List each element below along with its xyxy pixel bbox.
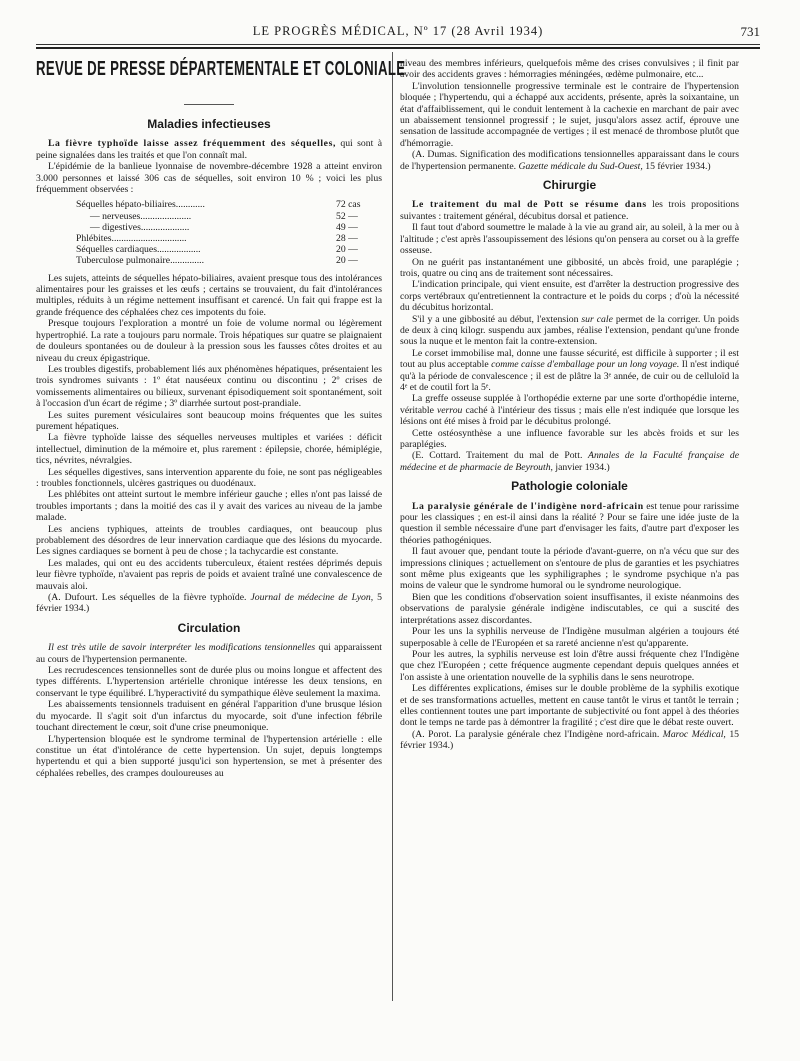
paragraph: Presque toujours l'exploration a montré un foie de volume normal ou légèrement hypertrophié. La rate a toujours paru normale. Trois hépatiques sur quatre se plaignaient de douleurs spontanées ou de douleur à la pression sous les fausses côtes droites et au niveau du creux épigastrique. [36, 318, 382, 364]
heading-circulation: Circulation [177, 620, 241, 635]
reference-date: 15 février 1934.) [642, 160, 711, 172]
paragraph-text: La greffe osseuse supplée à l'orthopédie externe par une sorte d'orthopédie interne, véritable [400, 393, 739, 416]
paragraph: Les phlébites ont atteint surtout le membre inférieur gauche ; elles n'ont pas laissé de troubles importants ; dans la moitié des cas il y avait des varices au niveau de la jambe malade. [36, 489, 382, 524]
reference [36, 592, 382, 615]
sequelles-table [76, 199, 360, 266]
page-number: 731 [740, 24, 760, 39]
lead-phrase: Le traitement du mal de Pott se résume dans [412, 199, 647, 211]
paragraph [36, 642, 382, 665]
paragraph: niveau des membres inférieurs, quelquefois même des crises convulsives ; il finit par avoir des accidents graves : hémorragies méningées, œdème pulmonaire, etc... [400, 58, 739, 81]
paragraph-text: permet de la corriger. Un poids de deux à cinq kilogr. suspendu aux jambes, réalise l'extension, pendant qu'une fronde sous la nuque et le menton fait la contre-extension. [400, 313, 739, 348]
paragraph: La fièvre typhoïde laisse des séquelles nerveuses multiples et variées : déficit intellectuel, diminution de la mémoire et, plus rarement : épilepsie, chorée, hémiplégie, tics, névrites, névralgies. [36, 432, 382, 467]
row-value: 20 — [336, 244, 358, 256]
reference [400, 149, 739, 172]
paragraph: L'indication principale, qui vient ensuite, est d'arrêter la destruction progressive des corps vertébraux qu'entretiennent la contracture et le poids du corps ; d'où la nécessité du décubitus horizontal. [400, 279, 739, 314]
header-rule [36, 44, 760, 45]
table-row [76, 244, 360, 255]
paragraph: L'hypertension bloquée est le syndrome terminal de l'hypertension artérielle : elle constitue un état d'intolérance de cette hypertension. Un sujet, depuis longtemps hypertendu et qui a bien supporté jusqu'ici son hypertension, se met à présenter des céphalées rebelles, des crampes douloureuses au [36, 733, 382, 779]
journal-name: Maroc Médical, [662, 728, 726, 740]
running-title: LE PROGRÈS MÉDICAL, Nº 17 (28 Avril 1934) [252, 24, 544, 38]
paragraph: Il faut tout d'abord soumettre le malade à la vie au grand air, au soleil, à la mer ou à l'altitude ; c'est après l'assoupissement des lésions qu'on pensera au corset ou à la greffe osseuse. [400, 222, 739, 257]
table-row [76, 222, 360, 233]
paragraph: Il faut avouer que, pendant toute la période d'avant-guerre, on n'a vécu que sur des impressions cliniques ; actuellement on s'entoure de plus de garanties et les psychiatres sont même plus exigeants que les syphiligraphes ; le syndrome psychique n'a pas moins de valeur que le syndrome humoral ou le syndrome neurologique. [400, 546, 739, 592]
paragraph: Les troubles digestifs, probablement liés aux phénomènes hépatiques, présentaient les trois syndromes suivants : 1º état nauséeux continu ou discontinu ; 2º crises de vomissements alimentaires ou bilieux, survenant épisodiquement soit spontanément, soit à l'occasion d'un écart de régime ; 3º diarrhée surtout post-prandiale. [36, 363, 382, 410]
lead-phrase: La paralysie générale de l'indigène nord-africain [412, 500, 644, 512]
reference [400, 450, 739, 473]
paragraph [400, 199, 739, 222]
reference-date: janvier 1934.) [552, 461, 610, 473]
paragraph: L'épidémie de la banlieue lyonnaise de novembre-décembre 1928 a atteint environ 3.000 personnes et laissé 306 cas de séquelles, soit environ 10 % ; voici les plus fréquemment observées : [36, 161, 382, 196]
paragraph [400, 348, 739, 394]
paragraph: L'involution tensionnelle progressive terminale est le contraire de l'hypertension bloquée ; l'hypertendu, qui a échappé aux accidents, présente, après la soixantaine, un état d'affaiblissement, qui le conduit lentement à la cachexie en marchant de pair avec un abaissement tensionnel progressif ; le sujet, jusqu'alors assez actif, éprouve une sensation de lassitude accompagnée de vertiges ; il est menacé de thrombose plutôt que d'hémorragie. [400, 80, 739, 149]
paragraph: Les sujets, atteints de séquelles hépato-biliaires, avaient presque tous des intolérances alimentaires pour les graisses et les œufs ; certains se trouvaient, du fait d'intolérances multiples, réduits à un régime nettement insuffisant et carencé. Un fait qui frappe est la grande fréquence des céphalées chez ces impotents du foie. [36, 272, 382, 318]
paragraph [400, 314, 739, 348]
column-divider [392, 52, 393, 1001]
reference-text: (A. Dufourt. Les séquelles de la fièvre typhoïde. [48, 592, 251, 604]
table-row [76, 199, 360, 210]
row-value: 28 — [336, 233, 358, 245]
paragraph [36, 138, 382, 161]
reference-text: (A. Dumas. Signification des modifications tensionnelles apparaissant dans le cours de l'hypertension permanente. [400, 149, 739, 172]
paragraph: Pour les uns la syphilis nerveuse de l'Indigène musulman algérien a toujours été superposable à celle de l'Européen et sa rareté ancienne n'est qu'apparente. [400, 626, 739, 649]
paragraph-text: S'il y a une gibbosité au début, l'extension [412, 313, 582, 325]
paragraph [400, 501, 739, 547]
row-value: 20 — [336, 255, 358, 267]
paragraph: Les suites purement vésiculaires sont beaucoup moins fréquentes que les suites purement hépatiques. [36, 409, 382, 432]
row-label: — digestives.................... [90, 221, 190, 233]
journal-name: Gazette médicale du Sud-Ouest, [518, 160, 643, 172]
header-rule-thick [36, 47, 760, 49]
paragraph: Les différentes explications, émises sur le double problème de la syphilis exotique et de ses transformations actuelles, mettent en cause tantôt le virus et tantôt le terrain ; elles contiennent toutes une part importante de subjectivité ou font appel à des théories dont le temps ne tarde pas à démontrer la fragilité ; c'est dire que le débat reste ouvert. [400, 683, 739, 729]
title-rule [184, 104, 234, 105]
journal-name: Journal de médecine de Lyon, [250, 592, 374, 604]
journal-name: Annales de la Faculté française de médecine et de pharmacie de Beyrouth, [400, 450, 739, 473]
reference-text: (A. Porot. La paralysie générale chez l'Indigène nord-africain. [412, 728, 663, 740]
paragraph-text: les trois propositions suivantes : traitement général, décubitus dorsal et patience. [400, 199, 739, 222]
table-row [76, 211, 360, 222]
paragraph: On ne guérit pas instantanément une gibbosité, un abcès froid, une paraplégie ; trois, quatre ou cinq ans de traitement sont nécessaires. [400, 256, 739, 279]
italic-phrase: verrou [436, 404, 463, 416]
row-value: 52 — [336, 210, 358, 222]
lead-phrase: La fièvre typhoïde laisse assez fréquemment des séquelles, [48, 138, 336, 150]
row-label: Séquelles cardiaques.................. [76, 244, 201, 256]
reference [400, 729, 739, 752]
row-value: 49 — [336, 221, 358, 233]
row-label: Tuberculose pulmonaire.............. [76, 255, 204, 267]
paragraph-text: qui sont à peine signalées dans les traités et que l'on connaît mal. [36, 138, 383, 161]
row-label: — nerveuses..................... [90, 210, 192, 222]
reference-date: 5 février 1934.) [36, 592, 382, 615]
table-row [76, 233, 360, 244]
paragraph: Les séquelles digestives, sans intervention apparente du foie, ne sont pas négligeables : troubles fonctionnels, ulcères gastriques ou duodénaux. [36, 466, 382, 489]
paragraph-text: qui apparaissent au cours de l'hypertension permanente. [36, 642, 382, 665]
table-row [76, 255, 360, 266]
paragraph: Les abaissements tensionnels traduisent en général l'apparition d'une brusque lésion du myocarde. Il s'agit soit d'un infarctus du myocarde, soit d'une infection fébrile touchant directement le cœur, soit d'une crise pneumonique. [36, 699, 382, 734]
paragraph: Cette ostéosynthèse a une influence favorable sur les abcès froids et sur les paraplégies. [400, 427, 739, 450]
paragraph: Les malades, qui ont eu des accidents tuberculeux, étaient restées déprimés depuis leur fièvre typhoïde, n'avaient pas repris de poids et avaient traîné une convalescence de mauvais aloi. [36, 557, 382, 592]
heading-pathologie-coloniale: Pathologie coloniale [511, 479, 628, 494]
italic-phrase: sur cale [581, 313, 613, 325]
paragraph: Pour les autres, la syphilis nerveuse est loin d'être aussi fréquente chez l'Indigène que chez l'Européen ; cette fréquence augmente cependant depuis quelques années et l'on assiste à une orientation nouvelle de la syphilis dans le sens neurotrope. [400, 648, 739, 683]
paragraph: Les anciens typhiques, atteints de troubles cardiaques, ont beaucoup plus probablement des désordres de leur innervation cardiaque que des lésions du myocarde. Les signes cardiaques se bornent à peu de chose ; la tachycardie est constante. [36, 523, 382, 558]
italic-phrase: Il est très utile de savoir interpréter les modifications tensionnelles [48, 642, 316, 654]
paragraph: Bien que les conditions d'observation soient insuffisantes, il existe néanmoins des observations de paralysie générale indigène indiscutables, ce qui a suscité des interprétations assez discordantes. [400, 591, 739, 626]
right-column [400, 58, 739, 752]
paragraph [400, 393, 739, 427]
running-header [36, 24, 760, 42]
heading-maladies-infectieuses: Maladies infectieuses [147, 117, 271, 131]
row-value: 72 cas [336, 199, 361, 211]
row-label: Séquelles hépato-biliaires............ [76, 199, 205, 211]
section-title: REVUE DE PRESSE DÉPARTEMENTALE ET COLONIALE [36, 58, 406, 80]
reference-text: (E. Cottard. Traitement du mal de Pott. [412, 450, 589, 462]
paragraph-text: Le corset immobilise mal, donne une fausse sécurité, est difficile à supporter ; il est tout au plus acceptable [400, 347, 739, 371]
heading-chirurgie: Chirurgie [542, 178, 597, 193]
paragraph-text: Il n'est indiqué qu'à la période de convalescence ; il est de plâtre la 3ᵉ année, de cuir ou de celluloïd la 4ᵉ et de coutil fort la 5ᵉ. [400, 359, 740, 393]
paragraph-text: est tenue pour rarissime pour les classiques ; en est-il ainsi dans la réalité ? Pour se faire une idée juste de la question il semble nécessaire d'une part d'envisager les faits, d'autre part d'exposer les théories pathogéniques. [400, 500, 739, 546]
paragraph: Les recrudescences tensionnelles sont de durée plus ou moins longue et affectent des types différents. L'hypertension artérielle chronique intéresse les deux tensions, en conservant le type équilibré. L'hyperactivité du sympathique élève seulement la maxima. [36, 665, 382, 699]
reference-date: 15 février 1934.) [400, 728, 740, 752]
left-column [36, 56, 406, 779]
row-label: Phlébites............................... [76, 233, 187, 245]
italic-phrase: comme caisse d'emballage pour un long voyage. [491, 359, 680, 371]
paragraph-text: caché à l'intérieur des tissus ; mais elle n'est indiquée que lorsque les lésions ont été mises à froid par le décubitus prolongé. [400, 404, 739, 428]
